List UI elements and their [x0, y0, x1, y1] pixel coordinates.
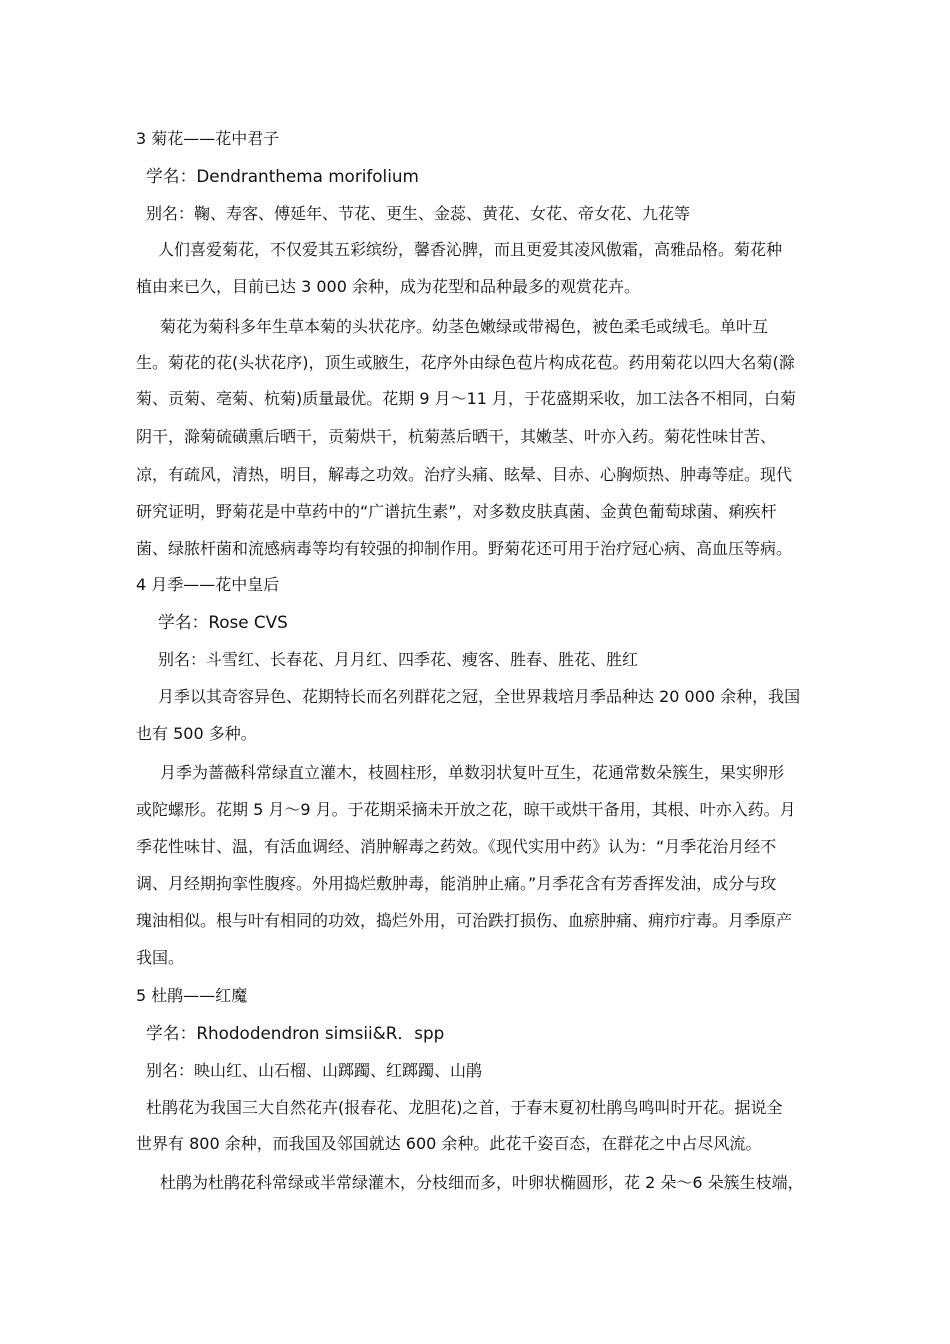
paragraph-line: 研究证明，野菊花是中草药中的“广谱抗生素”，对多数皮肤真菌、金黄色葡萄球菌、痢疾杆 [136, 502, 777, 521]
paragraph-line: 菌、绿脓杆菌和流感病毒等均有较强的抑制作用。野菊花还可用于治疗冠心病、高血压等病。 [136, 539, 793, 558]
paragraph-line: 也有 500 多种。 [136, 724, 257, 743]
scientific-name: 学名：Dendranthema morifolium [146, 166, 419, 186]
paragraph-line: 或陀螺形。花期 5 月～9 月。于花期采摘未开放之花，晾干或烘干备用，其根、叶亦入药。月 [136, 800, 796, 819]
paragraph-line: 月季以其奇容异色、花期特长而名列群花之冠，全世界栽培月季品种达 20 000 余种，我国 [158, 687, 801, 706]
paragraph-line: 世界有 800 余种，而我国及邻国就达 600 余种。此花千姿百态，在群花之中占尽风流。 [136, 1134, 762, 1153]
paragraph-line: 植由来已久，目前已达 3 000 余种，成为花型和品种最多的观赏花卉。 [136, 277, 640, 296]
section-heading: 3 菊花——花中君子 [136, 129, 280, 148]
paragraph-line: 菊、贡菊、亳菊、杭菊)质量最优。花期 9 月～11 月，于花盛期采收，加工法各不相同，白菊 [136, 389, 797, 408]
paragraph-line: 阴干，滁菊硫磺熏后晒干，贡菊烘干，杭菊蒸后晒干，其嫩茎、叶亦入药。菊花性味甘苦、 [136, 427, 777, 446]
section-heading: 4 月季——花中皇后 [136, 575, 280, 594]
scientific-name: 学名：Rose CVS [158, 612, 288, 632]
paragraph-line: 我国。 [136, 948, 185, 967]
section-heading: 5 杜鹃——红魔 [136, 986, 248, 1005]
paragraph-line: 调、月经期拘挛性腹疼。外用捣烂敷肿毒，能消肿止痛。”月季花含有芳香挥发油，成分与玫 [136, 874, 777, 893]
alias-names: 别名：鞠、寿客、傅延年、节花、更生、金蕊、黄花、女花、帝女花、九花等 [146, 204, 691, 223]
scientific-name: 学名：Rhododendron simsii&R．spp [146, 1023, 445, 1043]
paragraph-line: 凉，有疏风，清热，明目，解毒之功效。治疗头痛、眩晕、目赤、心胸烦热、肿毒等症。现代 [136, 465, 793, 484]
paragraph-line: 杜鹃为杜鹃花科常绿或半常绿灌木，分枝细而多，叶卵状椭圆形，花 2 朵～6 朵簇生枝端， [160, 1173, 804, 1192]
paragraph-line: 瑰油相似。根与叶有相同的功效，捣烂外用，可治跌打损伤、血瘀肿痛、痈疖疔毒。月季原产 [136, 911, 793, 930]
alias-names: 别名：映山红、山石榴、山踯躅、红踯躅、山鹃 [146, 1061, 483, 1080]
paragraph-line: 季花性味甘、温，有活血调经、消肿解毒之药效。《现代实用中药》认为：“月季花治月经不 [136, 837, 777, 856]
paragraph-line: 菊花为菊科多年生草本菊的头状花序。幼茎色嫩绿或带褐色，被色柔毛或绒毛。单叶互 [160, 317, 769, 336]
paragraph-line: 人们喜爱菊花，不仅爱其五彩缤纷，馨香沁脾，而且更爱其凌风傲霜，高雅品格。菊花种 [158, 240, 783, 259]
alias-names: 别名：斗雪红、长春花、月月红、四季花、瘦客、胜春、胜花、胜红 [158, 650, 639, 669]
paragraph-line: 生。菊花的花(头状花序)，顶生或腋生，花序外由绿色苞片构成花苞。药用菊花以四大名菊(滁 [136, 353, 795, 372]
paragraph-line: 杜鹃花为我国三大自然花卉(报春花、龙胆花)之首，于春末夏初杜鹃鸟鸣叫时开花。据说全 [146, 1098, 783, 1117]
paragraph-line: 月季为蔷薇科常绿直立灌木，枝圆柱形，单数羽状复叶互生，花通常数朵簇生，果实卵形 [160, 763, 785, 782]
